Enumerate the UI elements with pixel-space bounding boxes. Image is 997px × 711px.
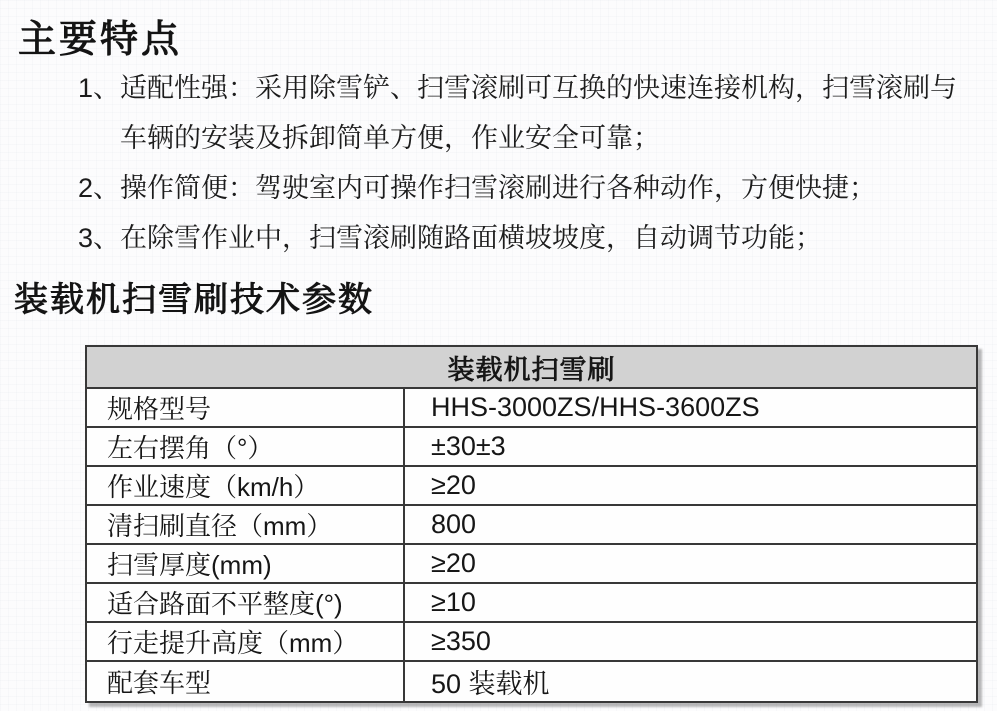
main-features-heading: 主要特点 <box>18 19 183 61</box>
spec-value: 50 装载机 <box>404 661 977 702</box>
spec-label: 左右摆角（°） <box>86 427 404 466</box>
features-list <box>78 63 978 263</box>
spec-value: 800 <box>404 505 977 544</box>
tech-params-heading: 装载机扫雪刷技术参数 <box>14 281 374 319</box>
spec-label: 作业速度（km/h） <box>86 466 404 505</box>
spec-value: ±30±3 <box>404 427 977 466</box>
table-row-work-speed <box>86 466 977 505</box>
spec-label: 配套车型 <box>86 661 404 702</box>
feature-text: 操作简便：驾驶室内可操作扫雪滚刷进行各种动作，方便快捷； <box>120 173 877 203</box>
table-row-snow-thickness <box>86 544 977 583</box>
spec-table-header-row <box>86 346 977 388</box>
feature-item-2 <box>78 163 978 213</box>
spec-label: 扫雪厚度(mm) <box>86 544 404 583</box>
spec-value: ≥350 <box>404 622 977 661</box>
spec-value: ≥20 <box>404 544 977 583</box>
spec-table-title: 装载机扫雪刷 <box>86 346 977 388</box>
feature-number: 3、 <box>78 223 121 253</box>
table-row-brush-diameter <box>86 505 977 544</box>
feature-text: 在除雪作业中，扫雪滚刷随路面横坡坡度，自动调节功能； <box>120 223 823 253</box>
spec-label: 规格型号 <box>86 388 404 427</box>
table-row-model <box>86 388 977 427</box>
spec-table <box>85 345 978 703</box>
feature-number: 2、 <box>78 173 121 203</box>
table-row-matching-vehicle <box>86 661 977 702</box>
table-row-lift-height <box>86 622 977 661</box>
feature-text: 适配性强：采用除雪铲、扫雪滚刷可互换的快速连接机构，扫雪滚刷与车辆的安装及拆卸简单方便，作业安全可靠； <box>120 73 958 153</box>
spec-value: ≥10 <box>404 583 977 622</box>
spec-label: 清扫刷直径（mm） <box>86 505 404 544</box>
spec-value: HHS-3000ZS/HHS-3600ZS <box>404 388 977 427</box>
spec-table-body <box>86 388 977 702</box>
spec-label: 行走提升高度（mm） <box>86 622 404 661</box>
table-row-swing-angle <box>86 427 977 466</box>
spec-value: ≥20 <box>404 466 977 505</box>
spec-label: 适合路面不平整度(°) <box>86 583 404 622</box>
table-row-road-unevenness <box>86 583 977 622</box>
feature-item-1 <box>78 63 978 163</box>
feature-item-3 <box>78 213 978 263</box>
feature-number: 1、 <box>78 73 121 103</box>
